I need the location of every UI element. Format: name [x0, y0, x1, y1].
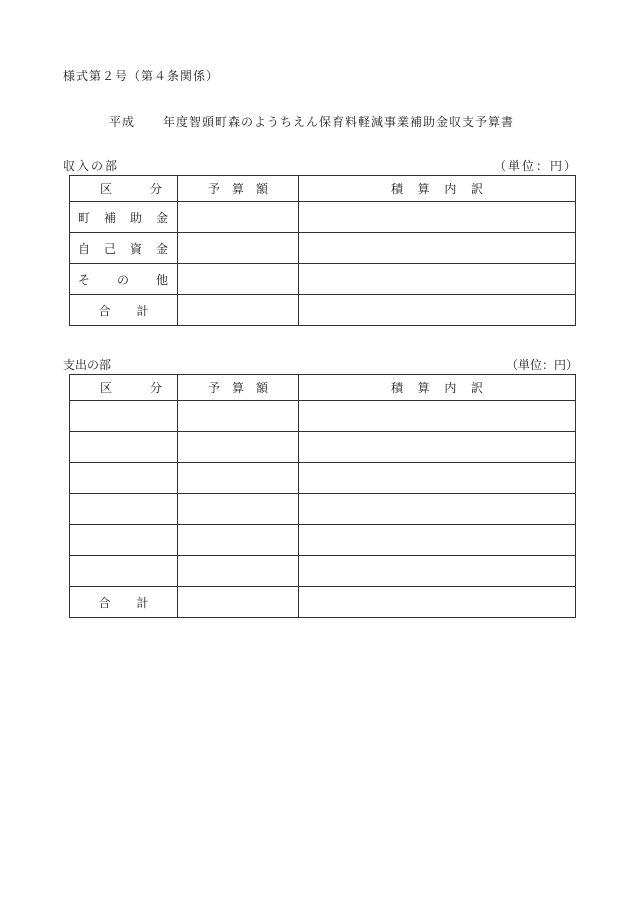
cell-label: [99, 302, 149, 319]
cell-label: [99, 594, 149, 611]
income-row-category: [70, 264, 178, 295]
expense-row-category[interactable]: [70, 525, 178, 556]
income-row-category: [70, 233, 178, 264]
income-header-category: [70, 176, 178, 202]
cell-label: [208, 180, 268, 197]
income-unit-label: （単位：円）: [493, 159, 578, 173]
income-total-label: [70, 295, 178, 326]
cell-label-char: 計: [136, 595, 149, 610]
income-row: [70, 264, 576, 295]
expense-row-detail[interactable]: [299, 525, 576, 556]
cell-label-char: 訳: [470, 381, 483, 395]
expense-row-budget[interactable]: [178, 525, 299, 556]
income-table: [69, 175, 576, 326]
cell-label-char: の: [116, 272, 129, 287]
expense-row: [70, 463, 576, 494]
expense-row-category[interactable]: [70, 494, 178, 525]
cell-label-char: 合: [98, 595, 111, 610]
cell-label-char: 内: [444, 182, 457, 196]
expense-row-detail[interactable]: [299, 401, 576, 432]
cell-label-char: 算: [231, 381, 244, 395]
expense-row-category[interactable]: [70, 432, 178, 463]
cell-label: [100, 379, 162, 396]
expense-row-budget[interactable]: [178, 463, 299, 494]
expense-header-row: [70, 375, 576, 401]
expense-header-category: [70, 375, 178, 401]
cell-label-char: 助: [129, 210, 142, 225]
expense-row-detail[interactable]: [299, 494, 576, 525]
expense-row: [70, 432, 576, 463]
income-row-budget[interactable]: [178, 202, 299, 233]
cell-label: [100, 180, 162, 197]
cell-label-char: 内: [444, 381, 457, 395]
cell-label-char: 区: [100, 381, 113, 395]
expense-unit-label: （単位：円）: [505, 358, 578, 372]
cell-label: [391, 180, 483, 197]
cell-label: [78, 271, 168, 288]
income-header-budget: [178, 176, 299, 202]
expense-row-budget[interactable]: [178, 401, 299, 432]
expense-row-detail[interactable]: [299, 463, 576, 494]
income-row-detail[interactable]: [299, 202, 576, 233]
cell-label-char: 算: [231, 182, 244, 196]
expense-header-detail: [299, 375, 576, 401]
cell-label-char: 合: [98, 303, 111, 318]
cell-label-char: 積: [391, 182, 404, 196]
income-header-detail: [299, 176, 576, 202]
income-row: [70, 233, 576, 264]
expense-total-label: [70, 587, 178, 618]
expense-section-label: 支出の部: [63, 358, 112, 372]
cell-label-char: 額: [255, 182, 268, 196]
cell-label-char: 額: [255, 381, 268, 395]
income-row: [70, 202, 576, 233]
income-row-detail[interactable]: [299, 264, 576, 295]
expense-rows: [70, 401, 576, 587]
cell-label-char: 分: [149, 182, 162, 196]
cell-label-char: 算: [417, 381, 430, 395]
expense-row: [70, 494, 576, 525]
expense-total-detail[interactable]: [299, 587, 576, 618]
expense-table: [69, 374, 576, 618]
expense-row-budget[interactable]: [178, 432, 299, 463]
income-row-category: [70, 202, 178, 233]
expense-row-budget[interactable]: [178, 556, 299, 587]
expense-row-category[interactable]: [70, 401, 178, 432]
expense-row: [70, 401, 576, 432]
cell-label-char: 積: [391, 381, 404, 395]
title-text: 年度智頭町森のようちえん保育料軽減事業補助金収支予算書: [163, 115, 515, 129]
income-header-row: [70, 176, 576, 202]
title-era: 平成: [109, 115, 136, 129]
cell-label: [78, 209, 168, 226]
cell-label-char: そ: [78, 272, 91, 287]
cell-label-char: 算: [417, 182, 430, 196]
cell-label-char: 他: [155, 272, 168, 287]
cell-label-char: 補: [103, 210, 116, 225]
expense-row-detail[interactable]: [299, 432, 576, 463]
income-section-label: 収入の部: [63, 159, 120, 173]
cell-label-char: 計: [136, 303, 149, 318]
income-total-row: [70, 295, 576, 326]
expense-row-detail[interactable]: [299, 556, 576, 587]
cell-label-char: 訳: [470, 182, 483, 196]
cell-label: [391, 379, 483, 396]
expense-row: [70, 525, 576, 556]
expense-row: [70, 556, 576, 587]
income-row-detail[interactable]: [299, 233, 576, 264]
form-number: 様式第２号（第４条関係）: [63, 69, 220, 83]
cell-label-char: 町: [78, 210, 91, 225]
cell-label-char: 予: [208, 381, 221, 395]
expense-total-row: [70, 587, 576, 618]
expense-row-budget[interactable]: [178, 494, 299, 525]
expense-row-category[interactable]: [70, 463, 178, 494]
cell-label-char: 金: [155, 210, 168, 225]
cell-label-char: 自: [78, 241, 91, 256]
income-row-budget[interactable]: [178, 233, 299, 264]
cell-label-char: 予: [208, 182, 221, 196]
cell-label: [78, 240, 168, 257]
cell-label-char: 金: [155, 241, 168, 256]
cell-label: [208, 379, 268, 396]
expense-row-category[interactable]: [70, 556, 178, 587]
cell-label-char: 資: [129, 241, 142, 256]
cell-label-char: 区: [100, 182, 113, 196]
income-total-detail[interactable]: [299, 295, 576, 326]
cell-label-char: 分: [149, 381, 162, 395]
income-row-budget[interactable]: [178, 264, 299, 295]
cell-label-char: 己: [103, 241, 116, 256]
income-total-budget[interactable]: [178, 295, 299, 326]
expense-total-budget[interactable]: [178, 587, 299, 618]
expense-header-budget: [178, 375, 299, 401]
